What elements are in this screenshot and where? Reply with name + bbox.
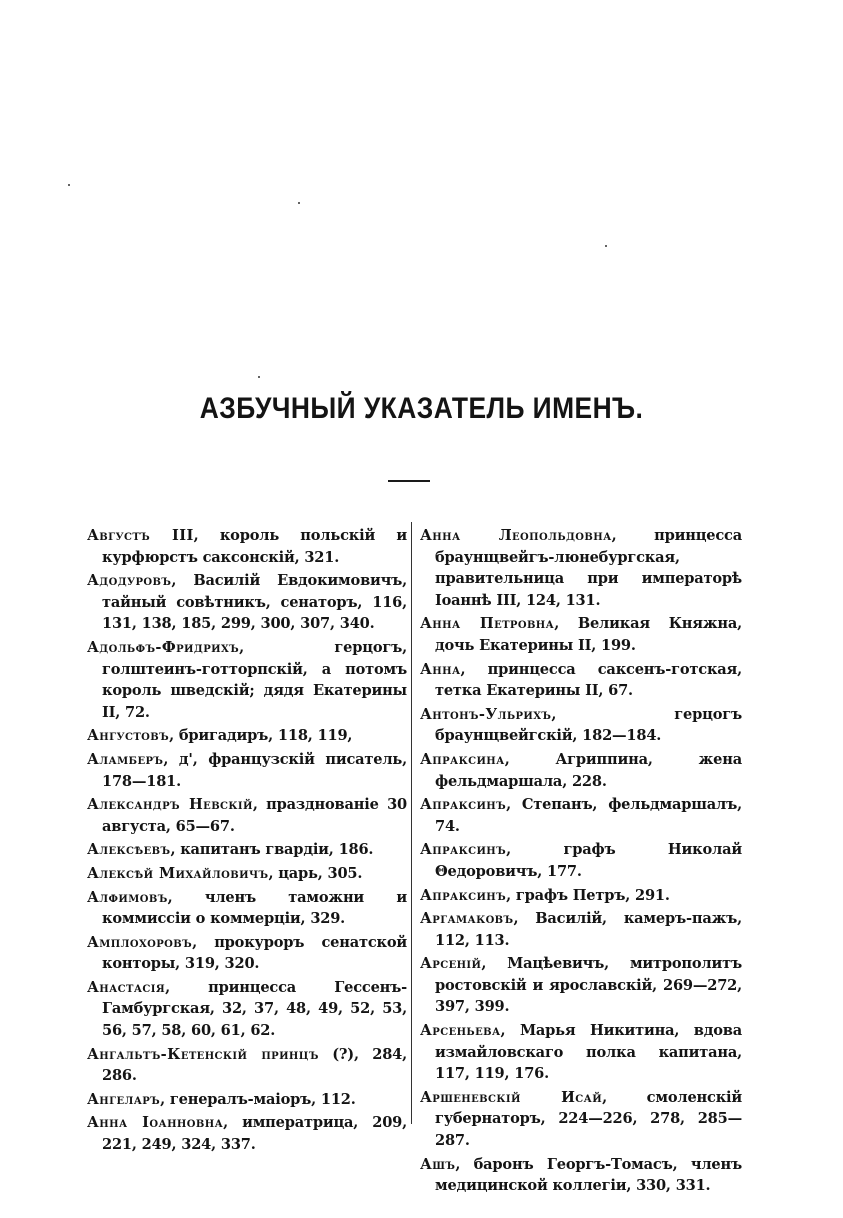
entry-name: Амплохоровъ [87,933,193,951]
entry-details: , прокуроръ сенатской конторы, 319, 320. [102,933,407,973]
entry-name: Апраксинъ [420,886,507,904]
entry-name: Аршеневскій Исай [420,1088,603,1106]
entry-details: , король польскій и курфюрстъ саксонскій, 321. [102,527,407,566]
entry-details: , Степанъ, фельдмаршалъ, 74. [435,796,742,835]
entry-details: , членъ таможни и коммиссіи о коммерціи, 329. [102,888,407,928]
index-entry [420,749,742,792]
index-entry [420,1087,742,1152]
index-column-left [87,525,407,1158]
entry-details: , Агриппина, жена фельдмаршала, 228. [435,750,742,790]
entry-name: Арсеній [420,955,482,973]
entry-details: (?), 284, 286. [102,1045,407,1085]
index-entry [87,749,407,792]
page-speck [605,245,607,247]
index-entry [87,570,407,635]
entry-name: Августъ III [87,527,194,544]
entry-name: Александръ Невскій [87,796,253,814]
index-entry [420,1154,742,1197]
entry-details: , капитанъ гвардіи, 186. [170,841,374,859]
index-entry [87,839,407,861]
index-column-right [420,525,742,1199]
title-rule [388,480,430,482]
entry-details: , графъ Петръ, 291. [506,886,670,904]
entry-details: , празднованіе 30 августа, 65—67. [102,796,407,835]
entry-details: , бригадиръ, 118, 119, [169,727,353,745]
entry-details: , д', французскій писатель, 178—181. [102,750,407,790]
page-speck [68,184,70,186]
entry-name: Алексѣевъ [87,841,171,859]
entry-name: Апраксинъ [420,796,507,814]
index-entry [420,1020,742,1085]
entry-name: Адодуровъ [87,572,172,590]
entry-details: , царь, 305. [268,864,363,882]
entry-details: , принцесса Гессенъ-Гамбургская, 32, 37, 48, 49, 52, 53, 56, 57, 58, 60, 61, 62. [102,978,407,1040]
index-entry [420,659,742,702]
entry-name: Ангальтъ-Кетенскій принцъ [87,1045,319,1063]
entry-details: , Василій, камеръ-пажъ, 112, 113. [435,910,742,949]
entry-name: Апраксинъ [420,841,507,859]
entry-details: , герцогъ браунщвейгскій, 182—184. [435,705,742,745]
column-divider [411,522,412,1124]
index-entry [87,637,407,723]
entry-details: , смоленскій губернаторъ, 224—226, 278, 285—287. [435,1088,742,1150]
index-entry [87,725,407,747]
entry-details: , Марья Никитина, вдова измайловскаго полка капитана, 117, 119, 176. [435,1022,742,1083]
index-entry [87,863,407,885]
entry-name: Анастасія [87,978,166,996]
entry-name: Алексѣй Михайловичъ [87,864,269,882]
entry-name: Апраксина [420,750,505,768]
index-entry [420,704,742,747]
index-entry [420,839,742,882]
entry-details: , принцесса браунщвейгъ-люнебургская, правительница при императорѣ Іоаннѣ III, 124, 131. [435,527,742,609]
entry-name: Ангеларъ [87,1090,161,1108]
entry-details: , герцогъ, голштеинъ-готторпскій, а потомъ король шведскій; дядя Екатерины II, 72. [102,638,407,721]
index-entry [87,1044,407,1087]
entry-name: Анна [420,660,461,678]
entry-name: Антонъ-Ульрихъ [420,705,552,723]
index-entry [87,1112,407,1155]
entry-details: , генералъ-маіоръ, 112. [160,1090,356,1108]
entry-name: Анна Іоанновна [87,1114,224,1132]
entry-name: Аламберъ [87,750,164,768]
entry-details: , Великая Княжна, дочь Екатерины II, 199. [435,615,742,654]
index-entry [420,525,742,611]
index-entry [87,794,407,837]
entry-name: Ангустовъ [87,727,170,745]
entry-name: Адольфъ-Фридрихъ [87,638,240,656]
entry-name: Алфимовъ [87,888,168,906]
index-entry [420,908,742,951]
entry-name: Анна Петровна [420,615,555,633]
index-entry [87,977,407,1042]
entry-details: , императрица, 209, 221, 249, 324, 337. [102,1114,407,1154]
entry-details: , баронъ Георгъ-Томасъ, членъ медицинской коллегіи, 330, 331. [435,1155,742,1195]
index-entry [87,1089,407,1111]
entry-details: , принцесса саксенъ-готская, тетка Екатерины II, 67. [435,660,742,700]
index-entry [420,885,742,907]
index-entry [87,525,407,568]
page-title: АЗБУЧНЫЙ УКАЗАТЕЛЬ ИМЕНЪ. [199,392,644,425]
entry-name: Ашъ [420,1155,456,1173]
entry-name: Аргамаковъ [420,910,514,928]
entry-name: Арсеньева [420,1022,501,1040]
index-entry [87,932,407,975]
index-entry [87,887,407,930]
entry-details: , графъ Николай Θедоровичъ, 177. [435,841,742,880]
index-entry [420,613,742,656]
entry-name: Анна Леопольдовна [420,527,612,544]
entry-details: , Василій Евдокимовичъ, тайный совѣтникъ, сенаторъ, 116, 131, 138, 185, 299, 300, 307, 340. [102,572,407,633]
page-speck [258,376,260,378]
page-speck [298,202,300,204]
entry-details: , Мацѣевичъ, митрополитъ ростовскій и ярославскій, 269—272, 397, 399. [435,955,742,1016]
index-entry [420,953,742,1018]
index-entry [420,794,742,837]
